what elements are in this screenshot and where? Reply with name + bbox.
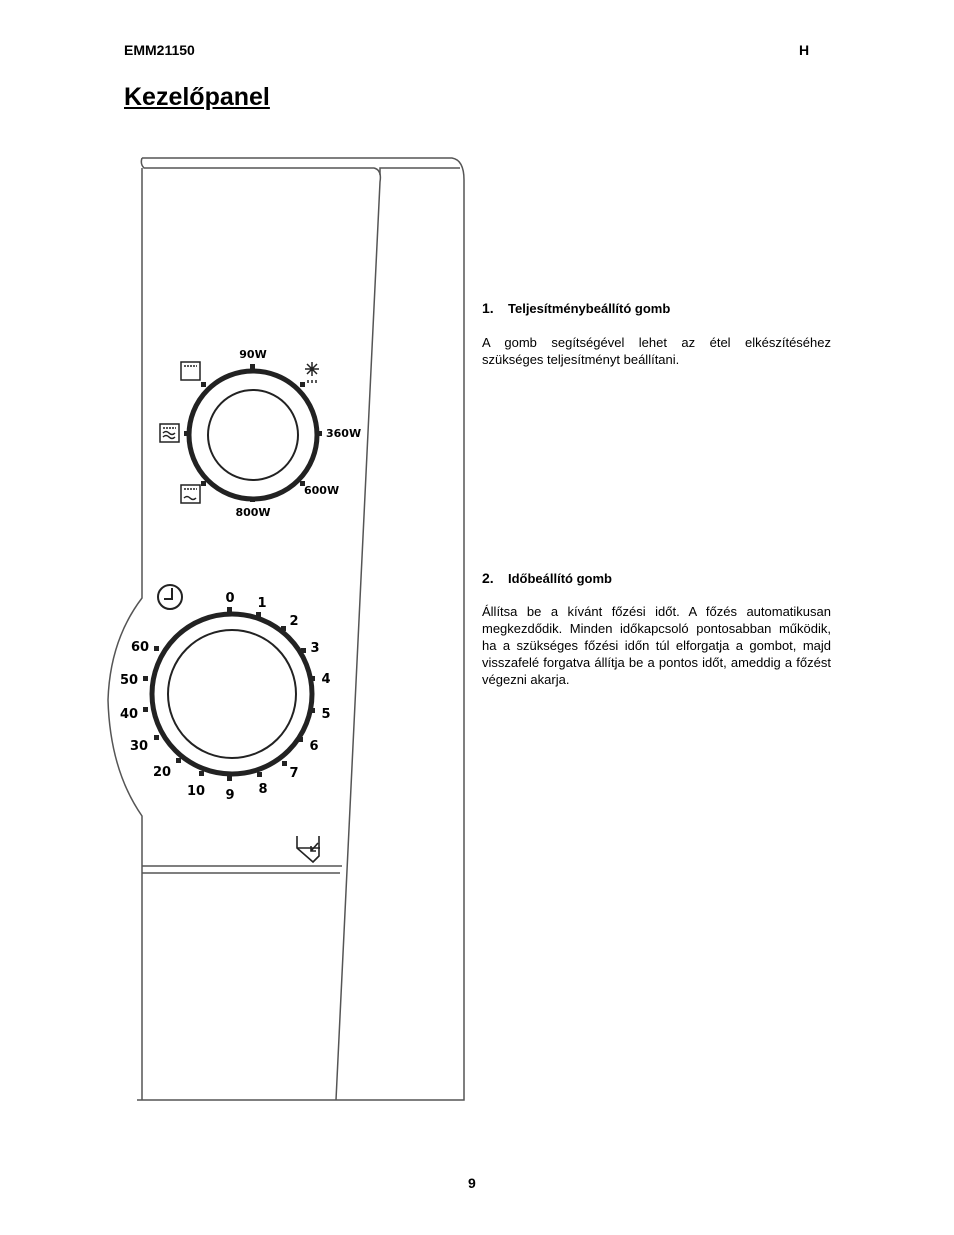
section-2-text: Állítsa be a kívánt főzési időt. A főzés automatikusan megkezdődik. Minden időkapcsoló pontosabban működik, ha a szükséges főzési időn túl elforgatja a gombot, majd visszafelé forgatva állítja be a pontos időt, ameddig a főzést végezni akarja. bbox=[482, 604, 831, 687]
section-1-text: A gomb segítségével lehet az étel elkészítéséhez szükséges teljesítményt beállítani. bbox=[482, 335, 831, 367]
timer-label-20: 20 bbox=[152, 765, 172, 780]
combi-microwave-icon bbox=[181, 485, 200, 503]
section-1-title: Teljesítménybeállító gomb bbox=[508, 301, 671, 316]
timer-label-6: 6 bbox=[309, 739, 319, 754]
timer-label-10: 10 bbox=[186, 784, 206, 799]
timer-label-2: 2 bbox=[289, 614, 299, 629]
timer-label-4: 4 bbox=[321, 672, 331, 687]
timer-label-9: 9 bbox=[225, 788, 235, 803]
timer-knob bbox=[120, 585, 331, 803]
timer-label-0: 0 bbox=[225, 591, 235, 606]
timer-label-7: 7 bbox=[289, 766, 299, 781]
power-knob bbox=[160, 348, 361, 519]
power-label-90w: 90W bbox=[239, 348, 267, 361]
grill-icon bbox=[181, 362, 200, 380]
combi-grill-icon bbox=[160, 424, 179, 442]
section-1-number: 1. bbox=[482, 300, 494, 316]
timer-label-30: 30 bbox=[129, 739, 149, 754]
door-release-icon bbox=[297, 836, 320, 862]
page-title: Kezelőpanel bbox=[124, 83, 270, 111]
timer-label-8: 8 bbox=[258, 782, 268, 797]
power-label-360w: 360W bbox=[326, 427, 362, 440]
clock-icon bbox=[158, 585, 182, 609]
control-panel-figure bbox=[98, 148, 470, 1110]
section-2-title: Időbeállító gomb bbox=[508, 571, 612, 586]
timer-label-40: 40 bbox=[119, 707, 139, 722]
power-label-600w: 600W bbox=[304, 484, 340, 497]
timer-label-5: 5 bbox=[321, 707, 331, 722]
defrost-icon bbox=[305, 362, 319, 383]
section-1-heading bbox=[482, 300, 670, 316]
timer-label-1: 1 bbox=[257, 596, 267, 611]
language-code: H bbox=[799, 42, 810, 58]
page-number: 9 bbox=[468, 1175, 476, 1191]
power-label-800w: 800W bbox=[235, 506, 271, 519]
model-number: EMM21150 bbox=[124, 42, 195, 58]
timer-label-50: 50 bbox=[119, 673, 139, 688]
power-dial-markers bbox=[184, 364, 322, 502]
section-2-number: 2. bbox=[482, 570, 494, 586]
timer-label-60: 60 bbox=[130, 640, 150, 655]
section-2-heading bbox=[482, 570, 612, 586]
timer-label-3: 3 bbox=[310, 641, 320, 656]
